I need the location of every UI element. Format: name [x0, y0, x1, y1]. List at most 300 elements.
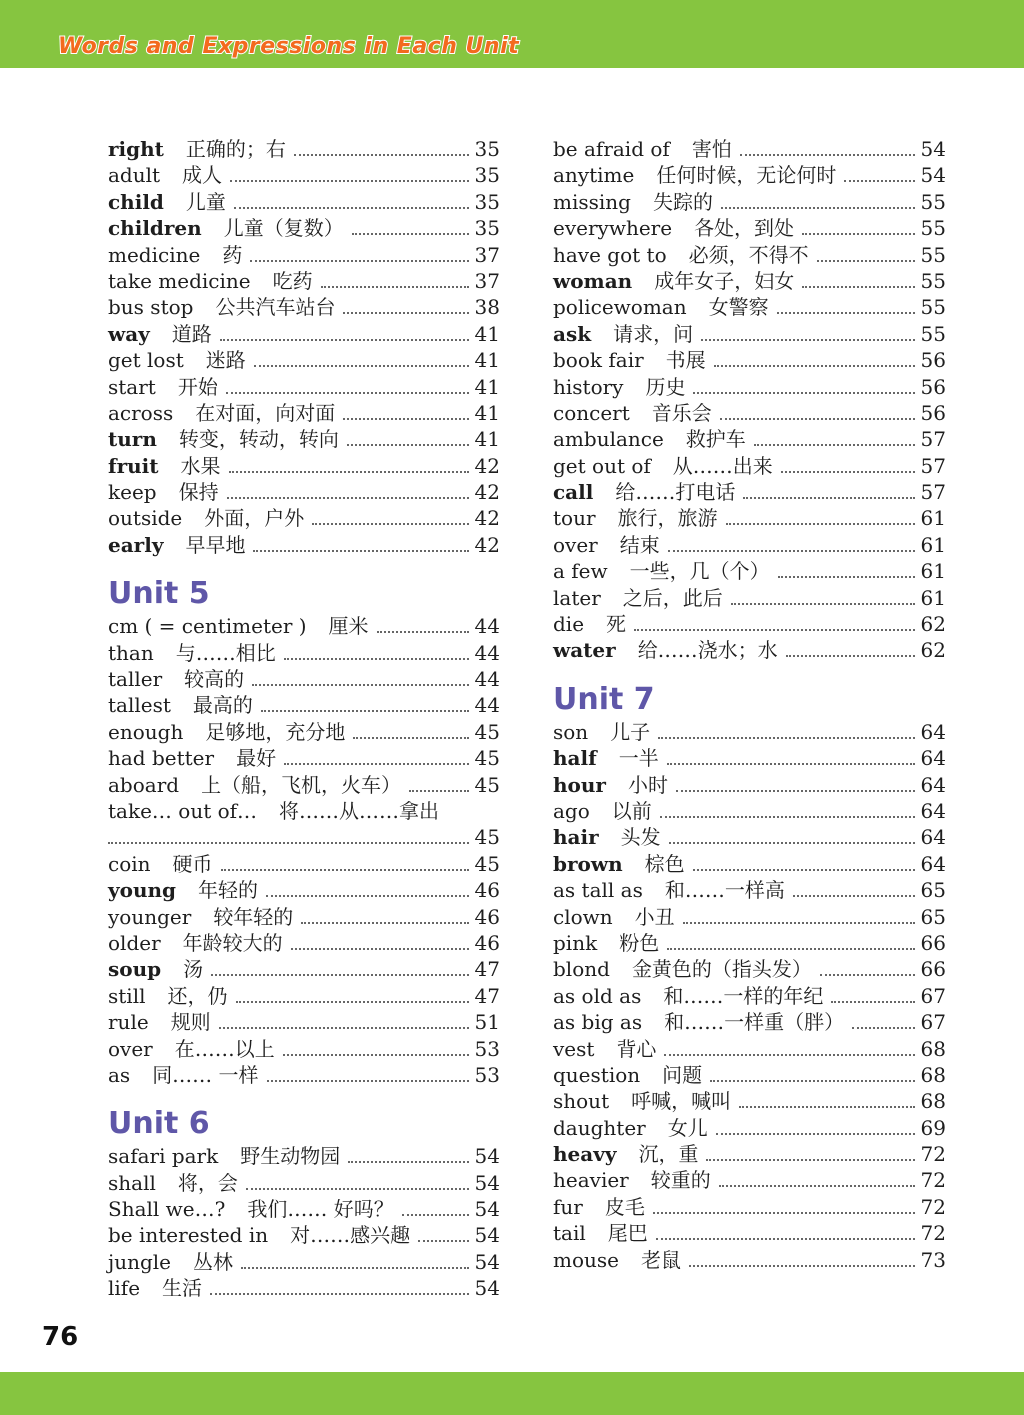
vocab-word: child: [108, 189, 164, 214]
vocab-meaning: 野生动物园: [240, 1144, 341, 1169]
vocab-word: die: [553, 612, 585, 637]
section-gap: [553, 664, 946, 678]
vocab-word: as tall as: [553, 878, 643, 903]
vocab-page: 55: [920, 268, 946, 293]
vocab-meaning: 道路: [171, 321, 212, 346]
dot-leader: [219, 1027, 469, 1029]
vocab-page: 42: [474, 532, 500, 557]
dot-leader: [844, 180, 914, 182]
dot-leader: [793, 895, 915, 897]
vocab-entry: [108, 930, 500, 956]
vocab-word: half: [553, 746, 597, 771]
vocab-meaning: 皮毛: [604, 1194, 645, 1219]
dot-leader: [668, 550, 915, 552]
vocab-word: clown: [553, 904, 613, 929]
vocab-entry: [108, 215, 500, 241]
vocab-meaning: 粉色: [619, 930, 660, 955]
vocab-page: 62: [920, 638, 946, 663]
vocab-meaning: 将，会: [177, 1170, 238, 1195]
vocab-meaning: 在……以上: [174, 1036, 275, 1061]
left-column: [108, 136, 500, 1302]
dot-leader: [402, 1214, 469, 1216]
dot-leader: [253, 550, 468, 552]
vocab-entry: [108, 772, 500, 798]
vocab-meaning: 年龄较大的: [182, 930, 283, 955]
dot-leader: [683, 922, 915, 924]
vocab-entry: [553, 983, 946, 1009]
vocab-word: son: [553, 719, 589, 744]
dot-leader: [817, 260, 915, 262]
vocab-word: Shall we…?: [108, 1197, 226, 1222]
vocab-meaning: 水果: [180, 453, 221, 478]
dot-leader: [321, 286, 469, 288]
dot-leader: [230, 180, 469, 182]
vocab-word: daughter: [553, 1115, 646, 1140]
vocab-word: pink: [553, 930, 598, 955]
vocab-entry: [553, 956, 946, 982]
vocab-word: soup: [108, 957, 162, 982]
dot-leader: [312, 523, 468, 525]
vocab-meaning: 药: [222, 242, 243, 267]
vocab-meaning: 问题: [662, 1062, 703, 1087]
vocab-entry: [553, 268, 946, 294]
dot-leader: [714, 365, 915, 367]
vocab-page: 38: [474, 295, 500, 320]
vocab-page: 68: [920, 1062, 946, 1087]
vocab-word: be interested in: [108, 1223, 269, 1248]
dot-leader: [252, 684, 468, 686]
vocab-page: 41: [474, 374, 500, 399]
vocab-entry: [553, 1167, 946, 1193]
vocab-entry: [553, 719, 946, 745]
vocab-meaning: 一半: [618, 746, 659, 771]
vocab-meaning: 儿子: [610, 719, 651, 744]
vocab-word: fruit: [108, 453, 159, 478]
dot-leader: [720, 418, 915, 420]
vocab-meaning: 金黄色的（指头发）: [631, 957, 812, 982]
vocab-page: 72: [920, 1221, 946, 1246]
vocab-meaning: 还，仍: [167, 983, 228, 1008]
vocab-page: 56: [920, 400, 946, 425]
vocab-page: 47: [474, 957, 500, 982]
vocab-entry: [108, 242, 500, 268]
dot-leader: [347, 444, 469, 446]
vocab-entry: [108, 692, 500, 718]
vocab-meaning: 儿童（复数）: [223, 216, 344, 241]
vocab-page: 65: [920, 904, 946, 929]
dot-leader: [740, 154, 915, 156]
vocab-word: right: [108, 137, 164, 161]
dot-leader: [802, 286, 914, 288]
vocab-page: 55: [920, 189, 946, 214]
vocab-word: coin: [108, 851, 151, 876]
vocab-page: 45: [474, 851, 500, 876]
vocab-page: 45: [474, 825, 500, 850]
vocab-page: 68: [920, 1089, 946, 1114]
vocab-meaning: 老鼠: [641, 1247, 681, 1272]
header-title: Words and Expressions in Each Unit: [58, 34, 520, 59]
vocab-page: 41: [474, 427, 500, 452]
vocab-entry: [108, 321, 500, 347]
dot-leader: [786, 655, 915, 657]
vocab-entry: [553, 637, 946, 663]
vocab-meaning: 小丑: [634, 904, 675, 929]
vocab-page: 68: [920, 1036, 946, 1061]
dot-leader: [211, 974, 468, 976]
vocab-word: turn: [108, 427, 157, 452]
vocab-word: woman: [553, 268, 633, 293]
vocab-meaning: 上（船，飞机，火车）: [201, 772, 402, 797]
vocab-word: across: [108, 400, 174, 425]
dot-leader: [719, 1185, 915, 1187]
vocab-word: medicine: [108, 242, 201, 267]
vocab-entry: [108, 745, 500, 771]
vocab-entry: [108, 1249, 500, 1275]
vocab-page: 61: [920, 585, 946, 610]
vocab-meaning: 头发: [620, 825, 661, 850]
vocab-page: 44: [474, 640, 500, 665]
vocab-meaning: 女儿: [667, 1115, 708, 1140]
vocab-page: 54: [474, 1197, 500, 1222]
vocab-meaning: 结束: [619, 532, 660, 557]
vocab-meaning: 女警察: [708, 295, 769, 320]
dot-leader: [220, 339, 469, 341]
vocab-entry: [553, 1062, 946, 1088]
vocab-page: 54: [474, 1144, 500, 1169]
vocab-meaning: 汤: [183, 957, 204, 982]
vocab-word: have got to: [553, 242, 667, 267]
vocab-entry: [108, 189, 500, 215]
entry-line: [108, 824, 500, 850]
vocab-page: 53: [474, 1062, 500, 1087]
dot-leader: [291, 948, 469, 950]
vocab-entry: [108, 294, 500, 320]
vocab-entry: [553, 162, 946, 188]
vocab-entry: [553, 1088, 946, 1114]
vocab-word: still: [108, 983, 146, 1008]
vocab-meaning: 外面，户外: [204, 506, 305, 531]
dot-leader: [653, 1212, 915, 1214]
dot-leader: [343, 312, 468, 314]
vocab-entry: [553, 1115, 946, 1141]
vocab-page: 64: [920, 746, 946, 771]
vocab-page: 64: [920, 719, 946, 744]
vocab-entry: [108, 453, 500, 479]
vocab-entry: [553, 1009, 946, 1035]
dot-leader: [377, 631, 469, 633]
vocab-meaning: 生活: [162, 1276, 203, 1301]
dot-leader: [710, 1080, 914, 1082]
vocab-meaning: 呼喊，喊叫: [631, 1089, 732, 1114]
vocab-word: question: [553, 1062, 641, 1087]
vocab-meaning: 同…… 一样: [152, 1062, 259, 1087]
vocab-word: over: [553, 532, 598, 557]
vocab-meaning: 最好: [236, 746, 277, 771]
vocab-entry: [108, 1143, 500, 1169]
vocab-page: 42: [474, 506, 500, 531]
dot-leader: [353, 737, 468, 739]
vocab-meaning: 将……从……拿出: [279, 798, 440, 823]
vocab-word: mouse: [553, 1247, 619, 1272]
vocab-meaning: 与……相比: [175, 640, 276, 665]
vocab-entry: [108, 666, 500, 692]
dot-leader: [743, 497, 914, 499]
vocab-entry: [108, 426, 500, 452]
vocab-entry: [108, 983, 500, 1009]
vocab-word: vest: [553, 1036, 595, 1061]
vocab-word: jungle: [108, 1249, 171, 1274]
dot-leader: [234, 207, 469, 209]
dot-leader: [226, 392, 469, 394]
dot-leader: [418, 1240, 468, 1242]
vocab-word: missing: [553, 189, 631, 214]
dot-leader: [352, 233, 469, 235]
section-gap: [108, 558, 500, 572]
vocab-page: 72: [920, 1168, 946, 1193]
vocab-word: ago: [553, 798, 590, 823]
vocab-meaning: 开始: [177, 374, 218, 399]
vocab-entry: [553, 136, 946, 162]
dot-leader: [348, 1161, 468, 1163]
vocab-word: get out of: [553, 453, 651, 478]
vocab-entry: [553, 824, 946, 850]
vocab-entry: [553, 585, 946, 611]
vocab-word: than: [108, 640, 154, 665]
vocab-meaning: 以前: [611, 798, 652, 823]
vocab-page: 37: [474, 242, 500, 267]
vocab-word: a few: [553, 559, 608, 584]
dot-leader: [667, 763, 915, 765]
vocab-meaning: 和……一样重（胖）: [664, 1010, 845, 1035]
dot-leader: [634, 629, 915, 631]
dot-leader: [267, 1080, 469, 1082]
dot-leader: [284, 763, 468, 765]
vocab-word: ask: [553, 321, 592, 346]
vocab-entry: [108, 1222, 500, 1248]
vocab-word: enough: [108, 719, 184, 744]
vocab-meaning: 历史: [645, 374, 686, 399]
vocab-entry: [108, 798, 500, 851]
dot-leader: [781, 471, 915, 473]
vocab-page: 35: [474, 163, 500, 188]
vocab-entry: [553, 347, 946, 373]
vocab-entry: [108, 640, 500, 666]
vocab-meaning: 给……打电话: [615, 480, 736, 505]
dot-leader: [229, 471, 469, 473]
vocab-word: life: [108, 1276, 141, 1301]
vocab-entry: [108, 877, 500, 903]
vocab-page: 57: [920, 453, 946, 478]
vocab-meaning: 公共汽车站台: [215, 295, 336, 320]
dot-leader: [254, 365, 469, 367]
right-column: [553, 136, 946, 1273]
vocab-word: take medicine: [108, 268, 251, 293]
vocab-page: 65: [920, 878, 946, 903]
vocab-page: 64: [920, 798, 946, 823]
dot-leader: [731, 603, 915, 605]
vocab-page: 47: [474, 983, 500, 1008]
vocab-entry: [553, 1194, 946, 1220]
vocab-meaning: 在对面，向对面: [195, 400, 336, 425]
vocab-word: water: [553, 638, 616, 663]
dot-leader: [664, 1054, 914, 1056]
vocab-word: early: [108, 532, 164, 557]
vocab-word: tail: [553, 1221, 586, 1246]
vocab-meaning: 早早地: [185, 532, 246, 557]
vocab-meaning: 和……一样的年纪: [663, 983, 824, 1008]
vocab-word: keep: [108, 480, 157, 505]
vocab-page: 69: [920, 1115, 946, 1140]
vocab-entry: [553, 1141, 946, 1167]
vocab-page: 35: [474, 216, 500, 241]
vocab-entry: [108, 1196, 500, 1222]
vocab-word: get lost: [108, 348, 184, 373]
vocab-entry: [108, 613, 500, 639]
vocab-meaning: 给……浇水；水: [637, 638, 778, 663]
vocab-page: 45: [474, 772, 500, 797]
vocab-page: 64: [920, 851, 946, 876]
vocab-page: 66: [920, 930, 946, 955]
vocab-word: as: [108, 1062, 131, 1087]
vocab-page: 54: [474, 1170, 500, 1195]
vocab-meaning: 对……感兴趣: [290, 1223, 411, 1248]
vocab-entry: [553, 1247, 946, 1273]
vocab-entry: [108, 1009, 500, 1035]
vocab-page: 61: [920, 532, 946, 557]
vocab-page: 37: [474, 268, 500, 293]
vocab-entry: [108, 1062, 500, 1088]
vocab-entry: [108, 956, 500, 982]
vocab-word: hair: [553, 825, 599, 850]
vocab-word: call: [553, 480, 594, 505]
dot-leader: [693, 392, 914, 394]
vocab-meaning: 转变，转动，转向: [178, 427, 339, 452]
vocab-page: 57: [920, 480, 946, 505]
vocab-word: young: [108, 878, 177, 903]
dot-leader: [667, 948, 914, 950]
dot-leader: [726, 523, 915, 525]
vocab-word: shall: [108, 1170, 156, 1195]
vocab-entry: [108, 719, 500, 745]
vocab-meaning: 背心: [616, 1036, 657, 1061]
vocab-meaning: 尾巴: [607, 1221, 648, 1246]
vocab-entry: [553, 851, 946, 877]
vocab-word: heavier: [553, 1168, 629, 1193]
vocab-page: 66: [920, 957, 946, 982]
vocab-page: 61: [920, 506, 946, 531]
dot-leader: [108, 842, 469, 844]
vocab-meaning: 我们…… 好吗？: [247, 1197, 394, 1222]
dot-leader: [676, 790, 915, 792]
vocab-entry: [553, 904, 946, 930]
vocab-page: 72: [920, 1194, 946, 1219]
vocab-entry: [108, 1170, 500, 1196]
vocab-meaning: 请求，问: [613, 321, 694, 346]
vocab-page: 46: [474, 930, 500, 955]
vocab-meaning: 年轻的: [198, 878, 259, 903]
vocab-entry: [108, 347, 500, 373]
vocab-entry: [553, 558, 946, 584]
vocab-meaning: 丛林: [193, 1249, 233, 1274]
dot-leader: [716, 1133, 915, 1135]
vocab-word: over: [108, 1036, 153, 1061]
vocab-word: start: [108, 374, 156, 399]
vocab-meaning: 旅行，旅游: [617, 506, 718, 531]
vocab-page: 67: [920, 1010, 946, 1035]
vocab-entry: [553, 426, 946, 452]
unit-heading: Unit 6: [108, 1106, 210, 1142]
vocab-entry: [108, 851, 500, 877]
vocab-meaning: 小时: [627, 772, 668, 797]
footer-band: [0, 1372, 1024, 1415]
vocab-page: 72: [920, 1142, 946, 1167]
vocab-entry: [553, 745, 946, 771]
vocab-meaning: 音乐会: [651, 400, 712, 425]
vocab-word: later: [553, 585, 601, 610]
dot-leader: [777, 312, 915, 314]
vocab-word: fur: [553, 1194, 583, 1219]
vocab-entry: [108, 400, 500, 426]
dot-leader: [820, 974, 915, 976]
vocab-meaning: 失踪的: [652, 189, 713, 214]
vocab-entry: [108, 162, 500, 188]
vocab-word: anytime: [553, 163, 635, 188]
section-gap: [108, 1088, 500, 1102]
vocab-meaning: 沉，重: [638, 1142, 699, 1167]
dot-leader: [739, 1106, 914, 1108]
dot-leader: [831, 1001, 914, 1003]
vocab-page: 55: [920, 321, 946, 346]
vocab-page: 42: [474, 453, 500, 478]
vocab-meaning: 任何时候，无论何时: [656, 163, 837, 188]
vocab-word: concert: [553, 400, 630, 425]
vocab-page: 55: [920, 295, 946, 320]
vocab-page: 41: [474, 400, 500, 425]
vocab-entry: [553, 1036, 946, 1062]
vocab-page: 54: [474, 1276, 500, 1301]
vocab-meaning: 一些，几（个）: [629, 559, 770, 584]
vocab-word: as old as: [553, 983, 642, 1008]
vocab-word: as big as: [553, 1010, 643, 1035]
dot-leader: [689, 1265, 915, 1267]
vocab-meaning: 从……出来: [672, 453, 773, 478]
dot-leader: [778, 576, 915, 578]
vocab-entry: [553, 294, 946, 320]
vocab-meaning: 儿童: [185, 189, 226, 214]
dot-leader: [221, 869, 469, 871]
vocab-meaning: 成年女子，妇女: [654, 268, 795, 293]
vocab-word: older: [108, 930, 161, 955]
vocab-entry: [553, 532, 946, 558]
vocab-entry: [553, 798, 946, 824]
vocab-entry: [553, 242, 946, 268]
page-number: 76: [42, 1322, 79, 1352]
vocab-entry: [108, 268, 500, 294]
vocab-page: 44: [474, 614, 500, 639]
dot-leader: [301, 922, 468, 924]
vocab-page: 45: [474, 719, 500, 744]
vocab-page: 67: [920, 983, 946, 1008]
vocab-word: blond: [553, 957, 610, 982]
vocab-meaning: 害怕: [691, 137, 732, 161]
vocab-word: be afraid of: [553, 137, 670, 161]
unit-heading: Unit 5: [108, 576, 210, 612]
vocab-entry: [553, 1220, 946, 1246]
vocab-meaning: 救护车: [685, 427, 746, 452]
vocab-page: 54: [474, 1223, 500, 1248]
vocab-meaning: 棕色: [644, 851, 685, 876]
vocab-word: shout: [553, 1089, 610, 1114]
